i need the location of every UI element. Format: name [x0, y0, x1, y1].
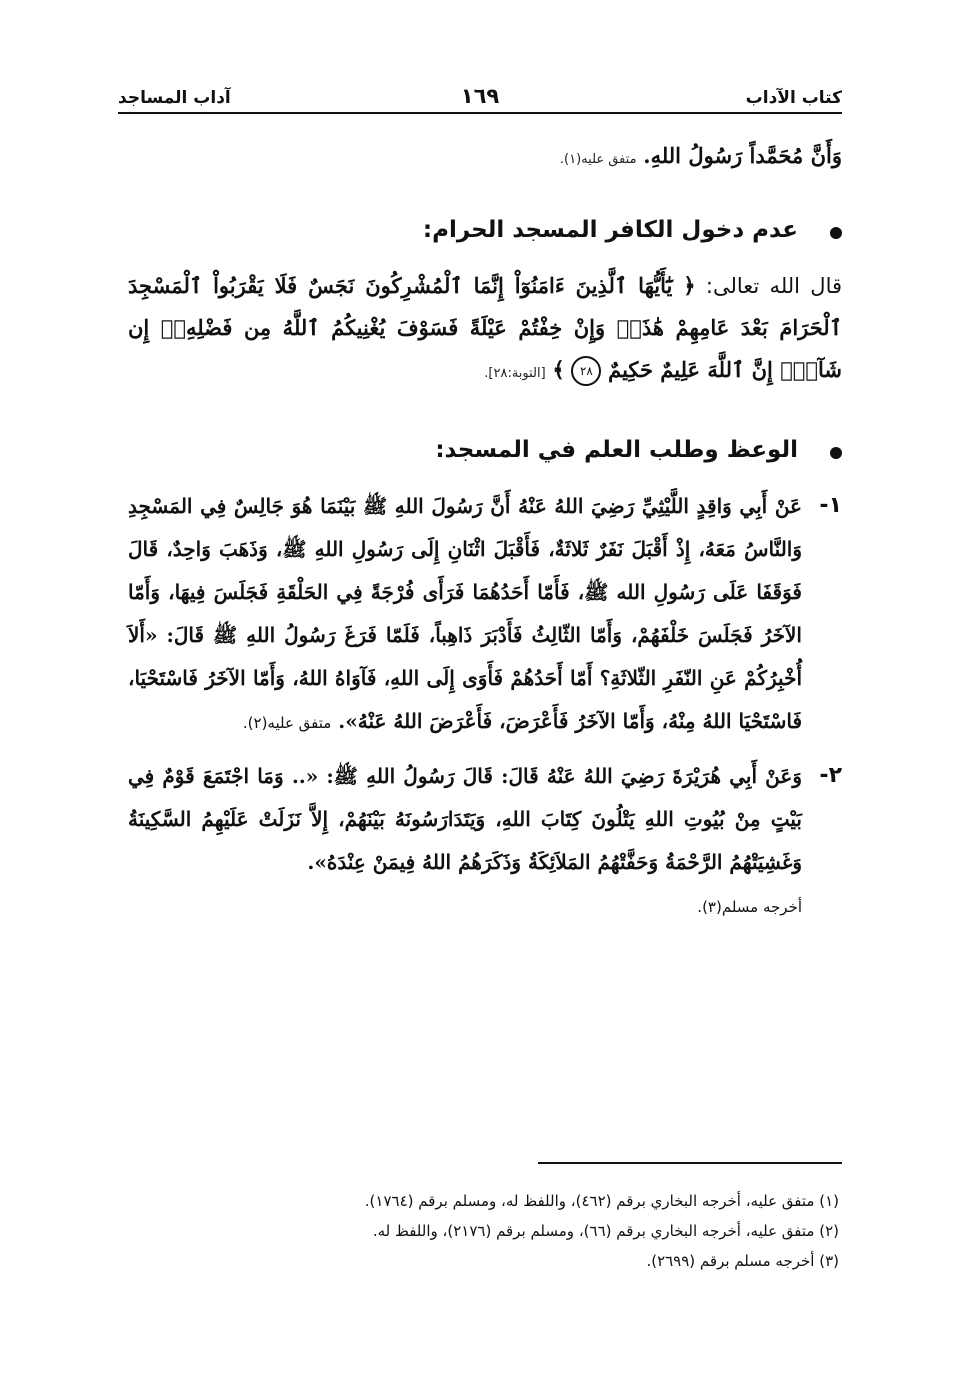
opening-note: متفق عليه(١). [559, 152, 637, 167]
verse-close: ﴾ [552, 357, 565, 382]
section-heading-text: الوعظ وطلب العلم في المسجد: [435, 437, 798, 463]
bullet-icon [830, 447, 842, 459]
hadith-item [128, 755, 842, 929]
page-body [128, 140, 842, 929]
header-divider [118, 112, 842, 114]
footnote-item: (٣) أخرجه مسلم برقم (٢٦٩٩). [646, 1252, 839, 1270]
section-heading-kafir [128, 217, 842, 243]
section-heading-knowledge [128, 437, 842, 463]
hadith-text-block [128, 485, 802, 745]
ayah-number-icon: ٢٨ [571, 356, 601, 386]
hadith-text: وَعَنْ أَبِي هُرَيْرَةَ رَضِيَ اللهُ عَنْهُ قَالَ: قَالَ رَسُولُ اللهِ ﷺ: «.. وَمَا اجْتَمَعَ قَوْمٌ فِي بَيْتٍ مِنْ بُيُوتِ اللهِ يَتْلُونَ كِتَابَ اللهِ، وَيَتَدَارَسُونَهُ بَيْنَهُمْ، إِلاَّ نَزَلَتْ عَلَيْهِمُ السَّكِينَةُ وَغَشِيَتْهُمُ الرَّحْمَةُ وَحَفَّتْهُمُ المَلاَئِكَةُ وَذَكَرَهُمُ اللهُ فِيمَنْ عِنْدَهُ». [128, 764, 802, 874]
footnote-item: (١) متفق عليه، أخرجه البخاري برقم (٤٦٢)، واللفظ له، ومسلم برقم (١٧٦٤). [364, 1192, 839, 1210]
section-heading-text: عدم دخول الكافر المسجد الحرام: [422, 217, 798, 243]
book-title: كتاب الآداب [745, 88, 842, 108]
hadith-source: أخرجه مسلم(٣). [697, 898, 802, 916]
verse-text: ﴿ يَٰٓأَيُّهَا ٱلَّذِينَ ءَامَنُوٓاْ إِنَّمَا ٱلْمُشْرِكُونَ نَجَسٌ فَلَا يَقْرَبُواْ ٱلْمَسْجِدَ ٱلْحَرَامَ بَعْدَ عَامِهِمْ هَٰذَاۚ وَإِنْ خِفْتُمْ عَيْلَةً فَسَوْفَ يُغْنِيكُمُ ٱللَّهُ مِن فَضْلِهِۦٓ إِن شَآءَۚ إِنَّ ٱللَّهَ عَلِيمٌ حَكِيمٌ [128, 273, 842, 382]
hadith-text-block [128, 755, 802, 929]
footnotes [125, 1186, 839, 1276]
footnote-item: (٢) متفق عليه، أخرجه البخاري برقم (٦٦)، ومسلم برقم (٢١٧٦)، واللفظ له. [372, 1222, 839, 1240]
hadith-number: ٢- [819, 763, 842, 788]
opening-line [128, 140, 842, 175]
verse-paragraph [128, 265, 842, 395]
page-header [118, 84, 842, 114]
bullet-icon [830, 227, 842, 239]
hadith-number: ١- [819, 493, 842, 518]
page-number: ١٦٩ [460, 84, 500, 108]
verse-reference: [التوبة:٢٨]. [484, 366, 546, 381]
footnote-divider [538, 1162, 842, 1164]
opening-text: وَأَنَّ مُحَمَّداً رَسُولُ اللهِ. [643, 143, 842, 168]
chapter-title: آداب المساجد [118, 88, 231, 108]
hadith-item [128, 485, 842, 745]
verse-intro: قال الله تعالى: [705, 274, 843, 298]
hadith-source: متفق عليه(٢). [242, 714, 332, 732]
hadith-text: عَنْ أَبِي وَاقِدٍ اللَّيْثِيِّ رَضِيَ اللهُ عَنْهُ أَنَّ رَسُولَ اللهِ ﷺ بَيْنَمَا هُوَ جَالِسٌ فِي المَسْجِدِ وَالنَّاسُ مَعَهُ، إِذْ أَقْبَلَ نَفَرٌ ثَلاثَةٌ، فَأَقْبَلَ اثْنَانِ إِلَى رَسُولِ اللهِ ﷺ، وَذَهَبَ وَاحِدٌ، قَالَ فَوَقَفَا عَلَى رَسُولِ الله ﷺ، فَأَمّا أَحَدُهُمَا فَرَأَى فُرْجَةً فِي الحَلْقَةِ فَجَلَسَ فِيهَا، وَأَمّا الآخَرُ فَجَلَسَ خَلْفَهُمْ، وَأَمّا الثّالِثُ فَأَدْبَرَ ذَاهِباً، فَلَمّا فَرَغَ رَسُولُ اللهِ ﷺ قَالَ: «أَلاَ أُخْبِرُكُمْ عَنِ النّفَرِ الثّلاثَةِ؟ أَمّا أَحَدُهُمْ فَأَوَى إِلَى اللهِ، فَآوَاهُ اللهُ، وَأَمّا الآخَرُ فَاسْتَحْيَا، فَاسْتَحْيَا اللهُ مِنْهُ، وَأَمّا الآخَرُ فَأَعْرَضَ، فَأَعْرَضَ اللهُ عَنْهُ». [128, 494, 802, 733]
